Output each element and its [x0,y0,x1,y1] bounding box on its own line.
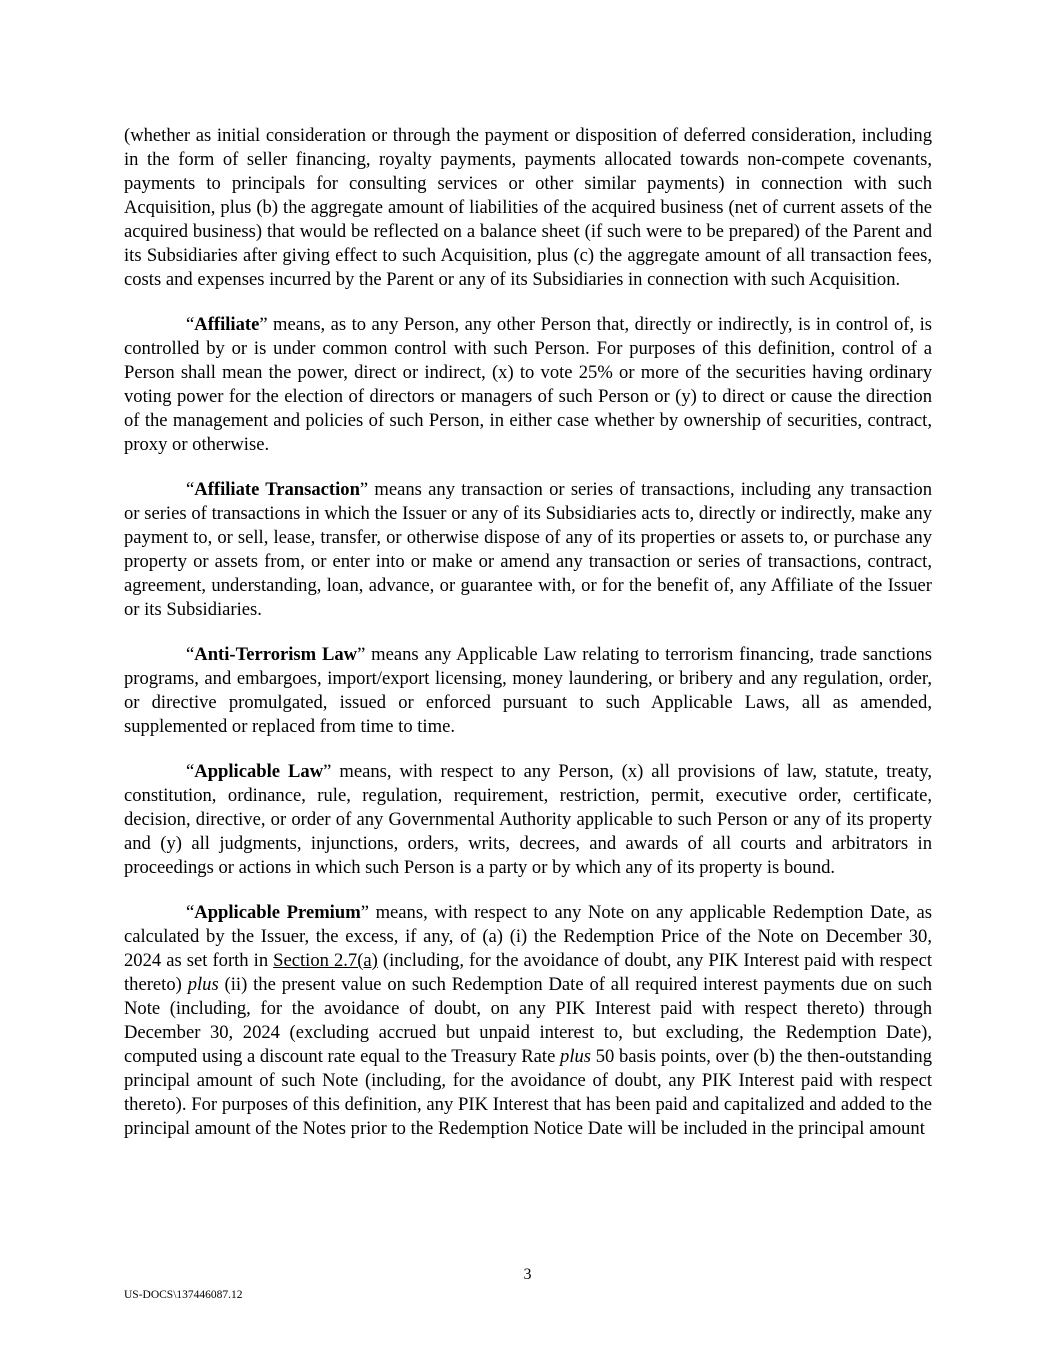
open-quote: “ [186,479,195,500]
open-quote: “ [186,902,195,923]
definition-body-part-2: (including, for the avoidance of doubt, any PIK Interest paid with respect thereto) [124,950,932,995]
defined-term: Affiliate [194,314,260,335]
definition-body-part-4: 50 basis points, over (b) the then-outstanding principal amount of such Note (including, for the avoidance of doubt, any PIK Interest paid with respect thereto). For purposes of this definition, any PIK Interest that has been paid and capitalized and added to the principal amount of the Notes prior to the Redemption Notice Date will be included in the principal amount [124,1046,933,1139]
continuation-text: (whether as initial consideration or through the payment or disposition of deferred consideration, including in the form of seller financing, royalty payments, payments allocated towards non-compete covenants, payments to principals for consulting services or other similar payments) in connection with such Acquisition, plus (b) the aggregate amount of liabilities of the acquired business (net of current assets of the acquired business) that would be reflected on a balance sheet (if such were to be prepared) of the Parent and its Subsidiaries after giving effect to such Acquisition, plus (c) the aggregate amount of all transaction fees, costs and expenses incurred by the Parent or any of its Subsidiaries in connection with such Acquisition. [124,125,932,290]
definition-body: ” means, with respect to any Person, (x) all provisions of law, statute, treaty, constitution, ordinance, rule, regulation, requirement, restriction, permit, executive order, certificate, decision, directive, or order of any Governmental Authority applicable to such Person or any of its property and (y) all judgments, injunctions, orders, writs, decrees, and awards of all courts and arbitrators in proceedings or actions in which such Person is a party or by which any of its property is bound. [124,761,932,878]
definition-anti-terrorism-law [124,643,932,739]
definition-affiliate-transaction [124,478,932,622]
open-quote: “ [186,761,195,782]
page-number: 3 [523,1266,532,1283]
definition-applicable-law [124,760,932,880]
definition-body: ” means, as to any Person, any other Person that, directly or indirectly, is in control of, is controlled by or is under common control with such Person. For purposes of this definition, control of a Person shall mean the power, direct or indirect, (x) to vote 25% or more of the securities having ordinary voting power for the election of directors or managers of such Person or (y) to direct or cause the direction of the management and policies of such Person, in either case whether by ownership of securities, contract, proxy or otherwise. [124,314,932,455]
italic-plus: plus [187,974,219,995]
document-page [124,124,932,1162]
definition-body-part-3: (ii) the present value on such Redemption Date of all required interest payments due on such Note (including, for the avoidance of doubt, on any PIK Interest paid with respect thereto) through December 30, 2024 (excluding accrued but unpaid interest to, but excluding, the Redemption Date), computed using a discount rate equal to the Treasury Rate [124,974,933,1067]
definition-body: ” means any transaction or series of transactions, including any transaction or series of transactions in which the Issuer or any of its Subsidiaries acts to, directly or indirectly, make any payment to, or sell, lease, transfer, or otherwise dispose of any of its properties or assets to, or purchase any property or assets from, or enter into or make or amend any transaction or series of transactions, contract, agreement, understanding, loan, advance, or guarantee with, or for the benefit of, any Affiliate of the Issuer or its Subsidiaries. [124,479,932,620]
definition-affiliate [124,313,932,457]
defined-term: Applicable Law [194,761,324,782]
open-quote: “ [186,644,195,665]
section-reference-link[interactable]: Section 2.7(a) [273,950,378,971]
definition-applicable-premium [124,901,932,1141]
document-id: US-DOCS\137446087.12 [124,1289,243,1301]
definition-body: ” means any Applicable Law relating to terrorism financing, trade sanctions programs, and embargoes, import/export licensing, money laundering, or bribery and any regulation, order, or directive promulgated, issued or enforced pursuant to such Applicable Laws, all as amended, supplemented or replaced from time to time. [124,644,932,737]
open-quote: “ [186,314,195,335]
defined-term: Applicable Premium [194,902,361,923]
definition-body-part-1: ” means, with respect to any Note on any applicable Redemption Date, as calculated by the Issuer, the excess, if any, of (a) (i) the Redemption Price of the Note on December 30, 2024 as set forth in [124,902,932,971]
defined-term: Anti-Terrorism Law [194,644,358,665]
italic-plus: plus [560,1046,592,1067]
defined-term: Affiliate Transaction [194,479,360,500]
continuation-paragraph [124,124,932,292]
